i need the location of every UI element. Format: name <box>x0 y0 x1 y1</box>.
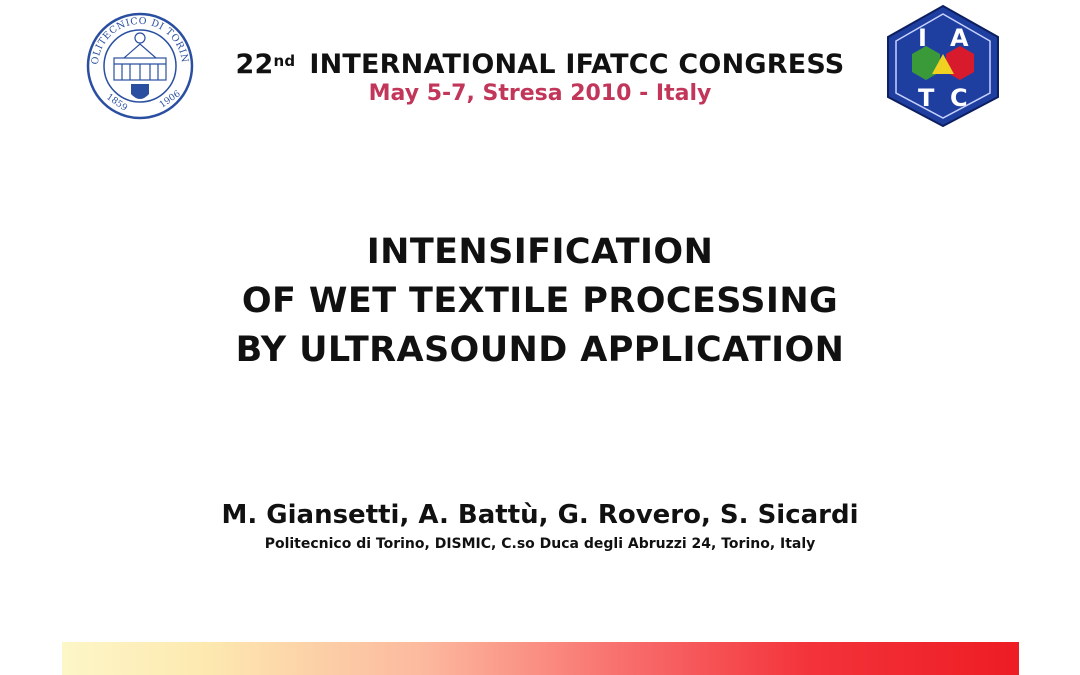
iactc-letter-a: A <box>950 24 969 52</box>
politecnico-seal-icon <box>84 12 196 120</box>
footer-gradient-bar <box>62 642 1019 675</box>
politecnico-di-torino-logo <box>84 12 196 120</box>
iactc-letter-t: T <box>918 84 935 112</box>
iactc-letter-c: C <box>950 84 968 112</box>
title-line-2: OF WET TEXTILE PROCESSING <box>241 281 839 321</box>
congress-subtitle: May 5-7, Stresa 2010 - Italy <box>368 81 712 106</box>
presentation-title <box>100 228 980 375</box>
seal-ring-text: OLITECNICO DI TORIN <box>89 15 191 66</box>
authors: M. Giansetti, A. Battù, G. Rovero, S. Sicardi <box>221 500 859 530</box>
affiliation: Politecnico di Torino, DISMIC, C.so Duca degli Abruzzi 24, Torino, Italy <box>264 536 816 552</box>
iactc-logo <box>882 4 1004 128</box>
congress-title <box>200 48 880 82</box>
iactc-letter-i: I <box>918 24 927 52</box>
title-line-1: INTENSIFICATION <box>366 232 714 272</box>
congress-header <box>200 48 880 108</box>
seal-year-right: 1906 <box>157 89 183 111</box>
seal-year-left: 1859 <box>104 92 129 114</box>
congress-number: 22 <box>235 49 274 80</box>
congress-name: INTERNATIONAL IFATCC CONGRESS <box>309 49 845 80</box>
title-line-3: BY ULTRASOUND APPLICATION <box>235 330 845 370</box>
congress-ordinal: nd <box>273 52 296 70</box>
iactc-hexagon-icon <box>882 4 1004 128</box>
